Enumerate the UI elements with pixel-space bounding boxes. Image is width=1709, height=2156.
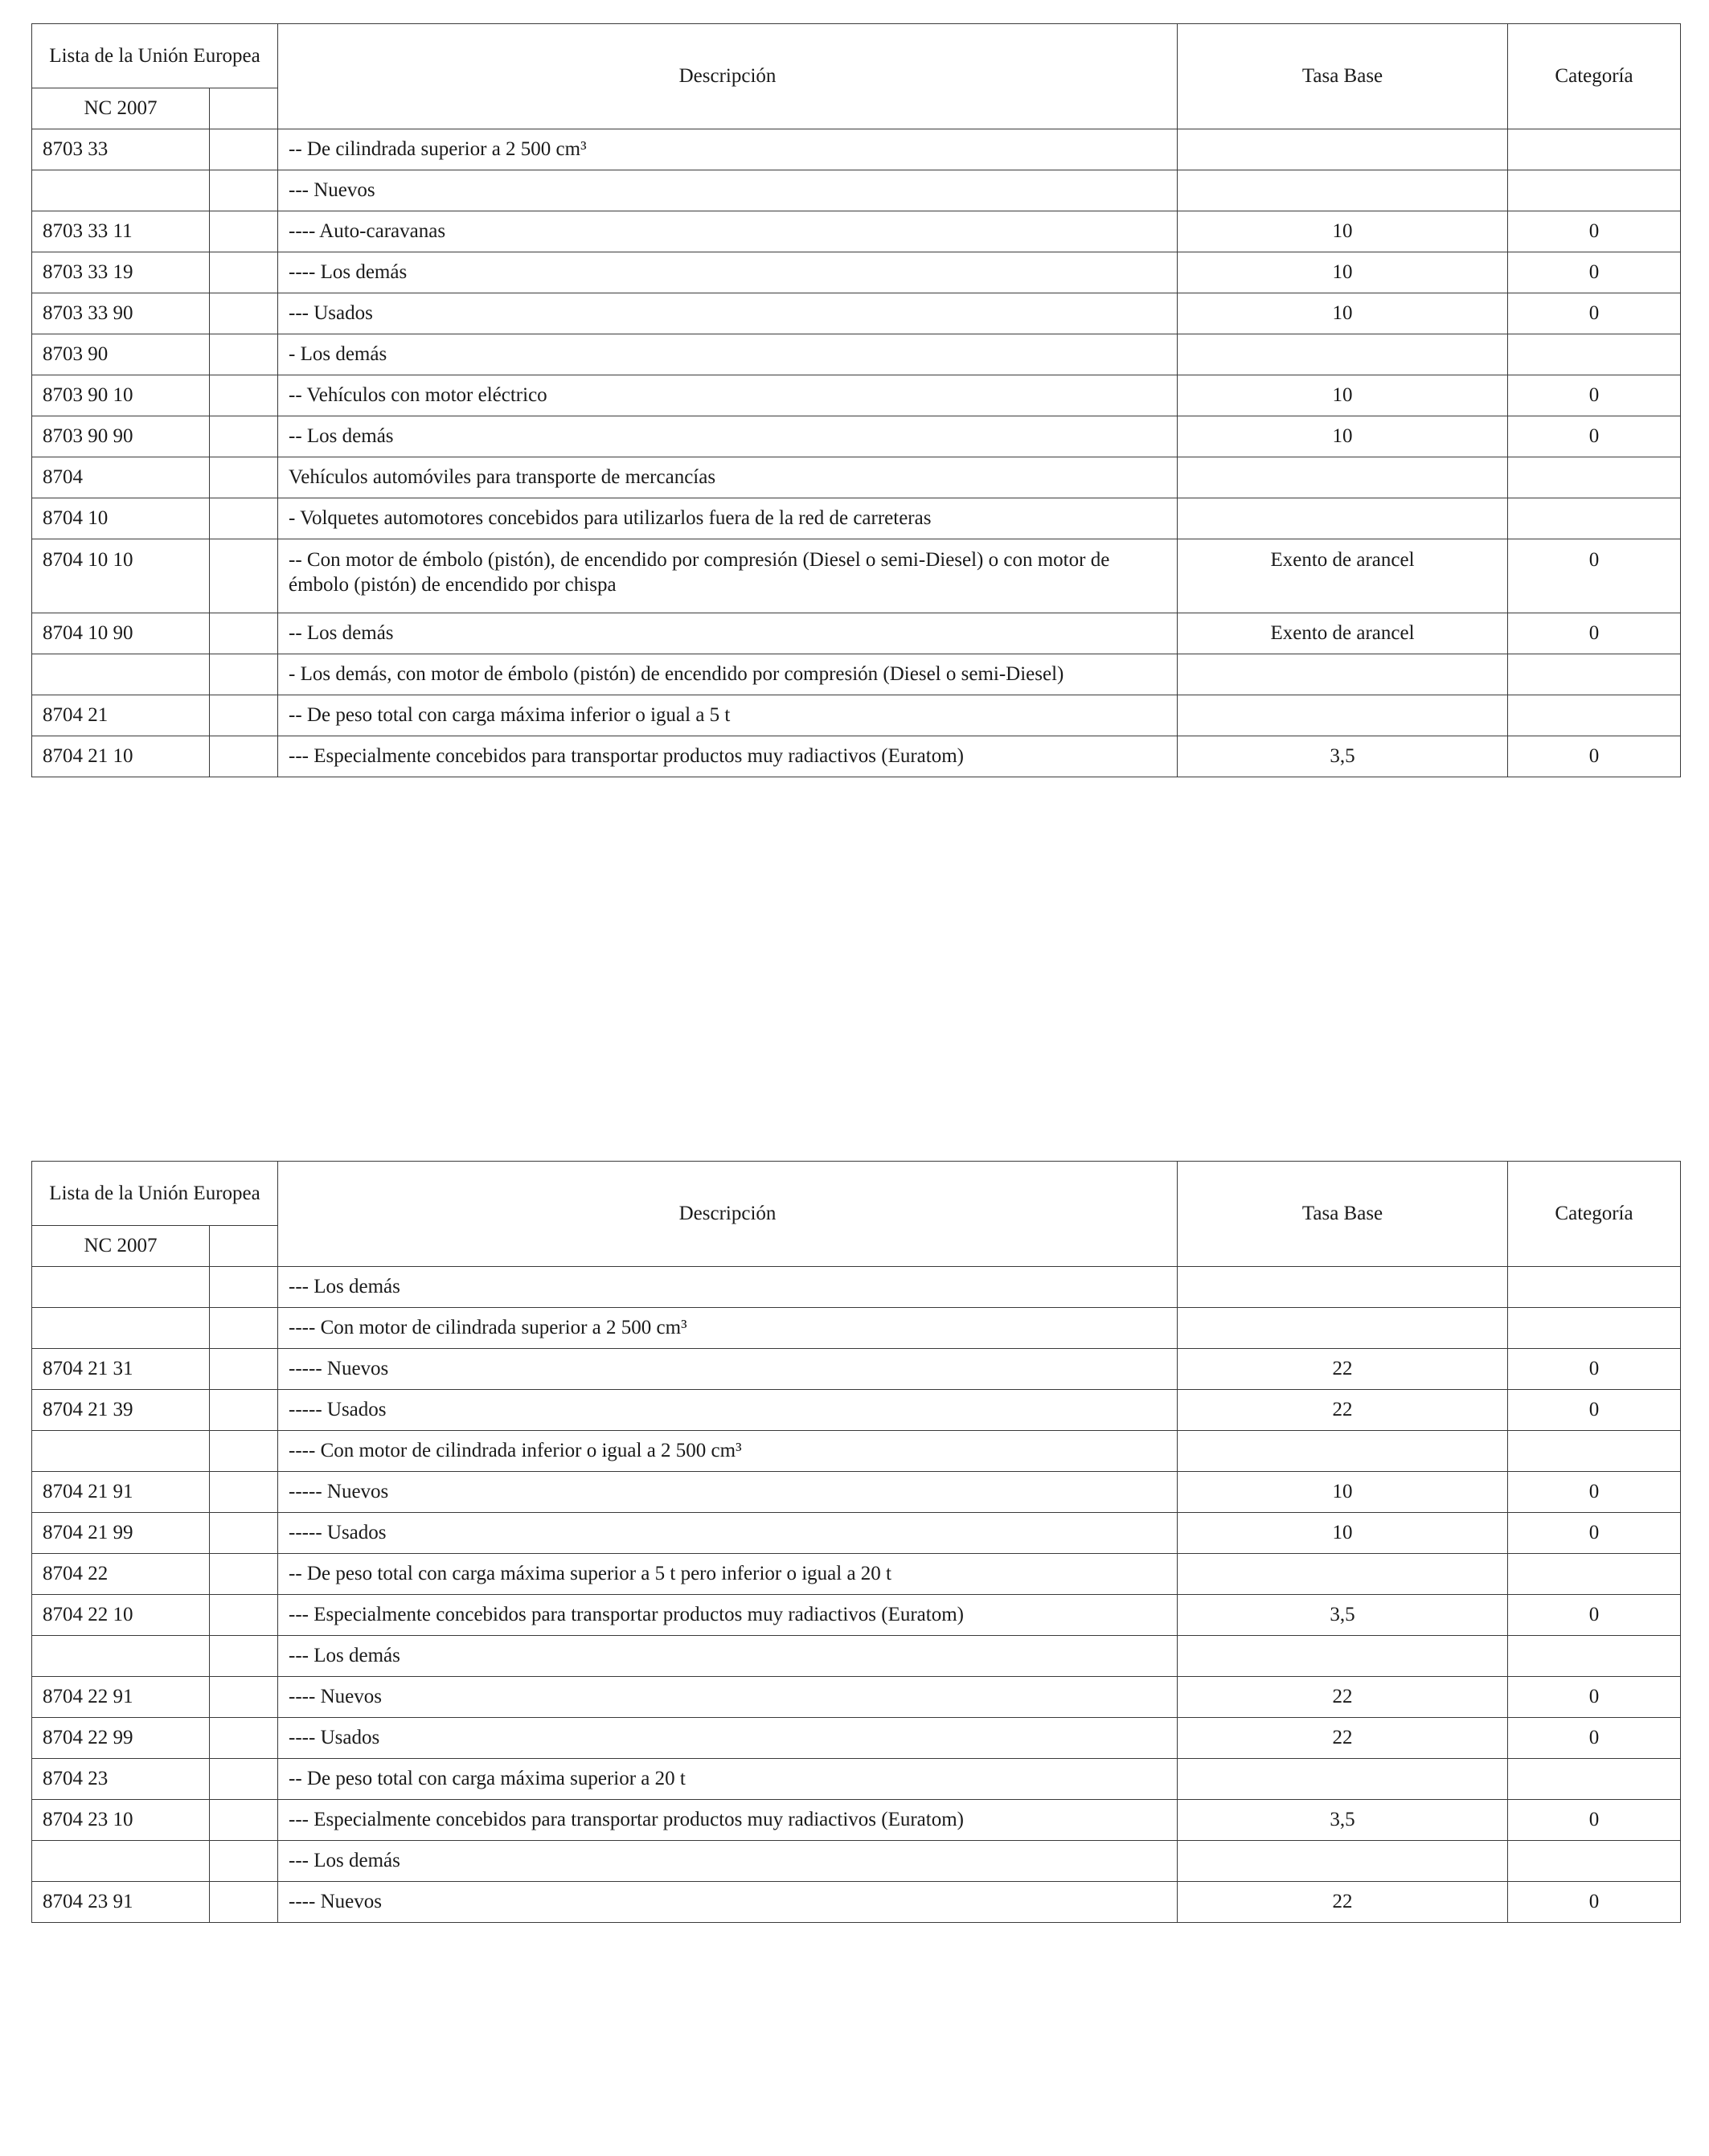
description-cell: --- Especialmente concebidos para transportar productos muy radiactivos (Euratom) (278, 736, 1178, 777)
category-cell (1508, 1759, 1681, 1800)
code-cell: 8704 21 (32, 695, 210, 736)
description-cell: ---- Los demás (278, 252, 1178, 293)
category-cell: 0 (1508, 1882, 1681, 1923)
rate-cell: Exento de arancel (1178, 539, 1508, 613)
header-list-label: Lista de la Unión Europea (32, 24, 278, 88)
tariff-table-2 (31, 1161, 1681, 1923)
rate-cell: 22 (1178, 1718, 1508, 1759)
code-cell: 8704 22 10 (32, 1595, 210, 1636)
spacer-cell (210, 1472, 278, 1513)
spacer-cell (210, 211, 278, 252)
description-cell: -- Los demás (278, 613, 1178, 654)
spacer-cell (210, 1513, 278, 1554)
category-cell: 0 (1508, 293, 1681, 334)
spacer-cell (210, 1636, 278, 1677)
category-cell: 0 (1508, 211, 1681, 252)
spacer-cell (210, 416, 278, 457)
table-row (32, 736, 1681, 777)
table-row (32, 1759, 1681, 1800)
code-cell (32, 1636, 210, 1677)
table-row (32, 293, 1681, 334)
description-cell: --- Los demás (278, 1636, 1178, 1677)
table-row (32, 1718, 1681, 1759)
spacer-cell (210, 457, 278, 498)
header-description: Descripción (278, 1162, 1178, 1267)
tariff-table-1 (31, 23, 1681, 777)
category-cell: 0 (1508, 1595, 1681, 1636)
table-row (32, 211, 1681, 252)
rate-cell: 22 (1178, 1677, 1508, 1718)
description-cell: ---- Con motor de cilindrada inferior o igual a 2 500 cm³ (278, 1431, 1178, 1472)
rate-cell: 10 (1178, 1513, 1508, 1554)
code-cell: 8703 33 11 (32, 211, 210, 252)
description-cell: -- De peso total con carga máxima inferior o igual a 5 t (278, 695, 1178, 736)
table-row (32, 375, 1681, 416)
spacer-cell (210, 334, 278, 375)
description-cell: ---- Usados (278, 1718, 1178, 1759)
spacer-cell (210, 1882, 278, 1923)
table-row (32, 1636, 1681, 1677)
rate-cell (1178, 1308, 1508, 1349)
description-cell: - Volquetes automotores concebidos para utilizarlos fuera de la red de carreteras (278, 498, 1178, 539)
rate-cell (1178, 1759, 1508, 1800)
table-row (32, 498, 1681, 539)
description-cell: ----- Nuevos (278, 1349, 1178, 1390)
description-cell: --- Usados (278, 293, 1178, 334)
code-cell (32, 1431, 210, 1472)
spacer-cell (210, 1677, 278, 1718)
spacer-cell (210, 736, 278, 777)
spacer-cell (210, 293, 278, 334)
rate-cell: 22 (1178, 1390, 1508, 1431)
table-row (32, 1267, 1681, 1308)
category-cell (1508, 170, 1681, 211)
description-cell: ---- Auto-caravanas (278, 211, 1178, 252)
code-cell: 8704 22 99 (32, 1718, 210, 1759)
rate-cell: 10 (1178, 211, 1508, 252)
rate-cell (1178, 498, 1508, 539)
rate-cell (1178, 457, 1508, 498)
code-cell: 8704 23 91 (32, 1882, 210, 1923)
table-row (32, 129, 1681, 170)
rate-cell: 10 (1178, 252, 1508, 293)
spacer-cell (210, 1554, 278, 1595)
table-row (32, 1390, 1681, 1431)
header-category: Categoría (1508, 24, 1681, 129)
description-cell: -- Vehículos con motor eléctrico (278, 375, 1178, 416)
table-header-row (32, 24, 1681, 88)
category-cell (1508, 1554, 1681, 1595)
category-cell: 0 (1508, 1677, 1681, 1718)
code-cell (32, 1267, 210, 1308)
table-row (32, 539, 1681, 613)
table-row (32, 1513, 1681, 1554)
category-cell (1508, 654, 1681, 695)
rate-cell (1178, 1267, 1508, 1308)
code-cell: 8703 90 10 (32, 375, 210, 416)
code-cell (32, 1308, 210, 1349)
spacer-cell (210, 1431, 278, 1472)
category-cell (1508, 334, 1681, 375)
category-cell: 0 (1508, 1513, 1681, 1554)
description-cell: -- Los demás (278, 416, 1178, 457)
category-cell (1508, 1636, 1681, 1677)
category-cell (1508, 1308, 1681, 1349)
spacer-cell (210, 1595, 278, 1636)
table-row (32, 613, 1681, 654)
category-cell: 0 (1508, 736, 1681, 777)
header-empty-cell (210, 88, 278, 129)
description-cell: ----- Nuevos (278, 1472, 1178, 1513)
description-cell: --- Nuevos (278, 170, 1178, 211)
rate-cell: 10 (1178, 416, 1508, 457)
description-cell: -- De peso total con carga máxima superior a 5 t pero inferior o igual a 20 t (278, 1554, 1178, 1595)
table-row (32, 1841, 1681, 1882)
code-cell: 8704 23 (32, 1759, 210, 1800)
description-cell: ---- Nuevos (278, 1882, 1178, 1923)
table-row (32, 1677, 1681, 1718)
category-cell (1508, 1267, 1681, 1308)
spacer-cell (210, 1390, 278, 1431)
code-cell (32, 1841, 210, 1882)
description-cell: -- Con motor de émbolo (pistón), de encendido por compresión (Diesel o semi-Diesel) o con motor de émbolo (pistón) de encendido por chispa (278, 539, 1178, 613)
code-cell (32, 170, 210, 211)
header-nc-label: NC 2007 (32, 1226, 210, 1267)
category-cell (1508, 695, 1681, 736)
rate-cell (1178, 1431, 1508, 1472)
code-cell: 8704 21 31 (32, 1349, 210, 1390)
rate-cell (1178, 1554, 1508, 1595)
header-empty-cell (210, 1226, 278, 1267)
table-row (32, 1882, 1681, 1923)
table-row (32, 1308, 1681, 1349)
description-cell: ---- Nuevos (278, 1677, 1178, 1718)
rate-cell: 22 (1178, 1349, 1508, 1390)
category-cell: 0 (1508, 375, 1681, 416)
description-cell: --- Especialmente concebidos para transportar productos muy radiactivos (Euratom) (278, 1595, 1178, 1636)
rate-cell: 3,5 (1178, 1595, 1508, 1636)
spacer-cell (210, 695, 278, 736)
description-cell: -- De cilindrada superior a 2 500 cm³ (278, 129, 1178, 170)
code-cell: 8704 21 39 (32, 1390, 210, 1431)
description-cell: ---- Con motor de cilindrada superior a 2 500 cm³ (278, 1308, 1178, 1349)
rate-cell (1178, 334, 1508, 375)
spacer-cell (210, 170, 278, 211)
spacer-cell (210, 1800, 278, 1841)
category-cell: 0 (1508, 1472, 1681, 1513)
code-cell: 8704 21 91 (32, 1472, 210, 1513)
table-row (32, 1595, 1681, 1636)
spacer-cell (210, 539, 278, 613)
rate-cell: Exento de arancel (1178, 613, 1508, 654)
category-cell: 0 (1508, 1718, 1681, 1759)
code-cell: 8704 10 (32, 498, 210, 539)
rate-cell: 22 (1178, 1882, 1508, 1923)
code-cell (32, 654, 210, 695)
spacer-cell (210, 1267, 278, 1308)
table-row (32, 1349, 1681, 1390)
description-cell: ----- Usados (278, 1390, 1178, 1431)
rate-cell (1178, 1636, 1508, 1677)
category-cell (1508, 457, 1681, 498)
code-cell: 8704 21 10 (32, 736, 210, 777)
category-cell (1508, 498, 1681, 539)
code-cell: 8703 33 19 (32, 252, 210, 293)
description-cell: ----- Usados (278, 1513, 1178, 1554)
table-row (32, 695, 1681, 736)
description-cell: -- De peso total con carga máxima superior a 20 t (278, 1759, 1178, 1800)
rate-cell: 10 (1178, 375, 1508, 416)
table-header-row (32, 1162, 1681, 1226)
rate-cell (1178, 170, 1508, 211)
table-row (32, 1800, 1681, 1841)
spacer-cell (210, 1759, 278, 1800)
table-row (32, 1431, 1681, 1472)
header-list-label: Lista de la Unión Europea (32, 1162, 278, 1226)
rate-cell: 10 (1178, 293, 1508, 334)
spacer-cell (210, 1841, 278, 1882)
header-rate: Tasa Base (1178, 24, 1508, 129)
description-cell: --- Especialmente concebidos para transportar productos muy radiactivos (Euratom) (278, 1800, 1178, 1841)
code-cell: 8704 10 90 (32, 613, 210, 654)
code-cell: 8704 (32, 457, 210, 498)
table-row (32, 1554, 1681, 1595)
description-cell: --- Los demás (278, 1841, 1178, 1882)
category-cell: 0 (1508, 252, 1681, 293)
spacer-cell (210, 252, 278, 293)
table-row (32, 334, 1681, 375)
category-cell (1508, 1841, 1681, 1882)
code-cell: 8703 33 90 (32, 293, 210, 334)
code-cell: 8703 90 90 (32, 416, 210, 457)
table-row (32, 1472, 1681, 1513)
table-row (32, 654, 1681, 695)
category-cell (1508, 129, 1681, 170)
code-cell: 8704 21 99 (32, 1513, 210, 1554)
code-cell: 8704 22 91 (32, 1677, 210, 1718)
header-rate: Tasa Base (1178, 1162, 1508, 1267)
rate-cell (1178, 654, 1508, 695)
spacer-cell (210, 613, 278, 654)
description-cell: Vehículos automóviles para transporte de mercancías (278, 457, 1178, 498)
code-cell: 8704 10 10 (32, 539, 210, 613)
description-cell: - Los demás (278, 334, 1178, 375)
category-cell: 0 (1508, 613, 1681, 654)
spacer-cell (210, 375, 278, 416)
code-cell: 8704 22 (32, 1554, 210, 1595)
category-cell: 0 (1508, 1349, 1681, 1390)
description-cell: - Los demás, con motor de émbolo (pistón) de encendido por compresión (Diesel o semi-Diesel) (278, 654, 1178, 695)
rate-cell: 3,5 (1178, 736, 1508, 777)
rate-cell (1178, 695, 1508, 736)
category-cell: 0 (1508, 416, 1681, 457)
rate-cell (1178, 129, 1508, 170)
spacer-cell (210, 1718, 278, 1759)
spacer-cell (210, 1308, 278, 1349)
rate-cell (1178, 1841, 1508, 1882)
table-row (32, 416, 1681, 457)
code-cell: 8703 33 (32, 129, 210, 170)
spacer-cell (210, 498, 278, 539)
category-cell: 0 (1508, 1800, 1681, 1841)
rate-cell: 10 (1178, 1472, 1508, 1513)
code-cell: 8703 90 (32, 334, 210, 375)
table-row (32, 252, 1681, 293)
code-cell: 8704 23 10 (32, 1800, 210, 1841)
rate-cell: 3,5 (1178, 1800, 1508, 1841)
category-cell (1508, 1431, 1681, 1472)
header-category: Categoría (1508, 1162, 1681, 1267)
category-cell: 0 (1508, 539, 1681, 613)
table-row (32, 457, 1681, 498)
description-cell: --- Los demás (278, 1267, 1178, 1308)
category-cell: 0 (1508, 1390, 1681, 1431)
table-row (32, 170, 1681, 211)
spacer-cell (210, 1349, 278, 1390)
header-nc-label: NC 2007 (32, 88, 210, 129)
spacer-cell (210, 129, 278, 170)
spacer-cell (210, 654, 278, 695)
header-description: Descripción (278, 24, 1178, 129)
